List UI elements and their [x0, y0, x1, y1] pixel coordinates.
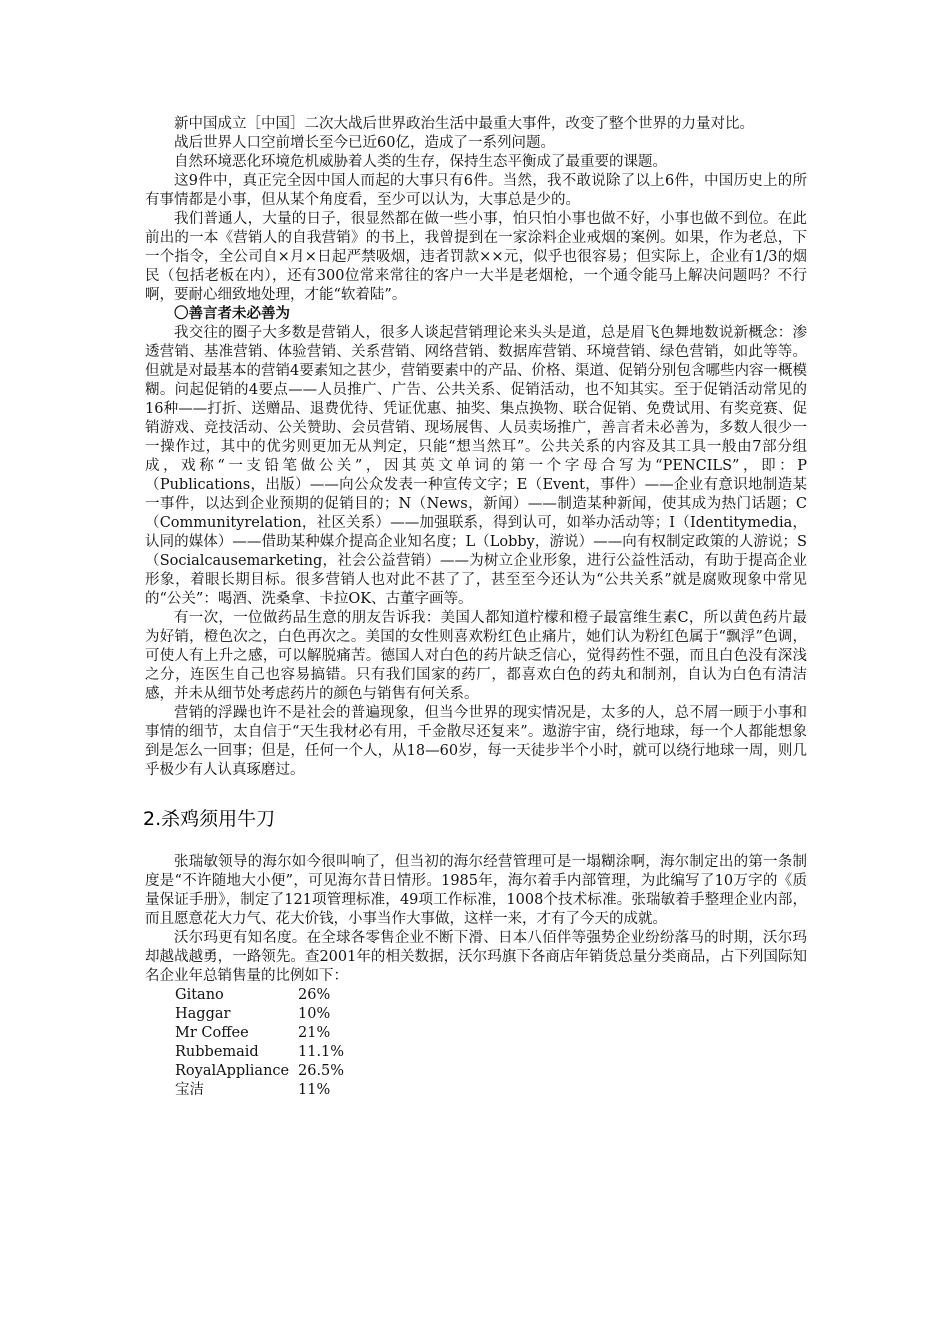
sales-ratio-table [175, 986, 344, 1100]
ratio-value: 11% [298, 1082, 331, 1098]
table-row [175, 1081, 344, 1100]
company-name: Haggar [175, 1006, 231, 1022]
paragraph: 自然环境恶化环境危机威胁着人类的生存，保持生态平衡成了最重要的课题。 [174, 154, 667, 170]
paragraph: 我们普通人，大量的日子，很显然都在做一些小事，怕只怕小事也做不好，小事也做不到位。在此前出的一本《营销人的自我营销》的书上，我曾提到在一家涂料企业戒烟的案例。如果，作为老总，下一个指令，全公司自×月×日起严禁吸烟，违者罚款××元，似乎也很容易；但实际上，企业有1/3的烟民（包括老板在内），还有300位常来常往的客户一大半是老烟枪，一个通令能马上解决问题吗？不行啊，要耐心细致地处理，才能“软着陆”。 [145, 211, 807, 303]
paragraph: 营销的浮躁也许不是社会的普遍现象，但当今世界的现实情况是，太多的人，总不屑一顾于小事和事情的细节，太自信于“天生我材必有用，千金散尽还复来”。遨游宇宙，绕行地球，每一个人都能想象到是怎么一回事；但是，任何一个人，从18—60岁，每一天徒步半个小时，就可以绕行地球一周，则几乎极少有人认真琢磨过。 [145, 705, 807, 778]
ratio-value: 26.5% [298, 1063, 345, 1079]
company-name: RoyalAppliance [175, 1063, 290, 1079]
subheading: 〇善言者未必善为 [174, 306, 290, 322]
company-name: 宝洁 [175, 1082, 204, 1098]
ratio-value: 11.1% [298, 1044, 345, 1060]
company-name: Gitano [175, 987, 224, 1003]
table-row [175, 986, 344, 1005]
ratio-value: 10% [298, 1006, 331, 1022]
document-page [145, 115, 807, 1100]
table-row [175, 1024, 344, 1043]
company-name: Rubbemaid [175, 1044, 259, 1060]
paragraph: 战后世界人口空前增长至今已近60亿，造成了一系列问题。 [174, 135, 555, 151]
company-name: Mr Coffee [175, 1025, 249, 1041]
paragraph: 有一次，一位做药品生意的朋友告诉我：美国人都知道柠檬和橙子最富维生素C，所以黄色药片最为好销，橙色次之，白色再次之。美国的女性则喜欢粉红色止痛片，她们认为粉红色属于“飘浮”色调，可使人有上升之感，可以解脱痛苦。德国人对白色的药片缺乏信心，觉得药性不强，而且白色没有深浅之分，连医生自己也容易搞错。只有我们国家的药厂，都喜欢白色的药丸和制剂，自认为白色有清洁感，并未从细节处考虑药片的颜色与销售有何关系。 [145, 610, 807, 702]
section-heading: 2.杀鸡须用牛刀 [143, 808, 276, 830]
paragraph: 我交往的圈子大多数是营销人，很多人谈起营销理论来头头是道，总是眉飞色舞地数说新概念：渗透营销、基准营销、体验营销、关系营销、网络营销、数据库营销、环境营销、绿色营销，如此等等。但就是对最基本的营销4要素知之甚少，营销要素中的产品、价格、渠道、促销分别包含哪些内容一概模糊。问起促销的4要点——人员推广、广告、公共关系、促销活动，也不知其实。至于促销活动常见的16种——打折、送赠品、退费优待、凭证优惠、抽奖、集点换物、联合促销、免费试用、有奖竞赛、促销游戏、竞技活动、公关赞助、会员营销、现场展售、人员卖场推广，善言者未必善为，多数人很少一一操作过，其中的优劣则更加无从判定，只能“想当然耳”。公共关系的内容及其工具一般由7部分组成，戏称“一支铅笔做公关”，因其英文单词的第一个字母合写为“PENCILS”，即：P（Publications，出版）——向公众发表一种宣传文字；E（Event，事件）——企业有意识地制造某一事件，以达到企业预期的促销目的；N（News，新闻）——制造某种新闻，使其成为热门话题；C（Communityrelation，社区关系）——加强联系，得到认可，如举办活动等；I（Identitymedia，认同的媒体）——借助某种媒介提高企业知名度；L（Lobby，游说）——向有权制定政策的人游说；S（Socialcausemarketing，社会公益营销）——为树立企业形象，进行公益性活动，有助于提高企业形象，着眼长期目标。很多营销人也对此不甚了了，甚至至今还认为“公共关系”就是腐败现象中常见的“公关”：喝酒、洗桑拿、卡拉OK、古董字画等。 [145, 325, 807, 607]
paragraph: 张瑞敏领导的海尔如今很叫响了，但当初的海尔经营管理可是一塌糊涂啊，海尔制定出的第一条制度是“不许随地大小便”，可见海尔昔日情形。1985年，海尔着手内部管理，为此编写了10万字的《质量保证手册》，制定了121项管理标准，49项工作标准，1008个技术标准。张瑞敏着手整理企业内部，而且愿意花大力气、花大价钱，小事当作大事做，这样一来，才有了今天的成就。 [145, 854, 807, 927]
paragraph: 沃尔玛更有知名度。在全球各零售企业不断下滑、日本八佰伴等强势企业纷纷落马的时期，沃尔玛却越战越勇，一路领先。查2001年的相关数据，沃尔玛旗下各商店年销货总量分类商品，占下列国际知名企业年总销售量的比例如下： [145, 930, 807, 984]
paragraph: 新中国成立［中国］二次大战后世界政治生活中最重大事件，改变了整个世界的力量对比。 [174, 116, 754, 132]
table-row [175, 1043, 344, 1062]
paragraph: 这9件中，真正完全因中国人而起的大事只有6件。当然，我不敢说除了以上6件，中国历史上的所有事情都是小事，但从某个角度看，至少可以认为，大事总是少的。 [145, 173, 807, 208]
table-row [175, 1062, 344, 1081]
ratio-value: 21% [298, 1025, 331, 1041]
ratio-value: 26% [298, 987, 331, 1003]
table-row [175, 1005, 344, 1024]
